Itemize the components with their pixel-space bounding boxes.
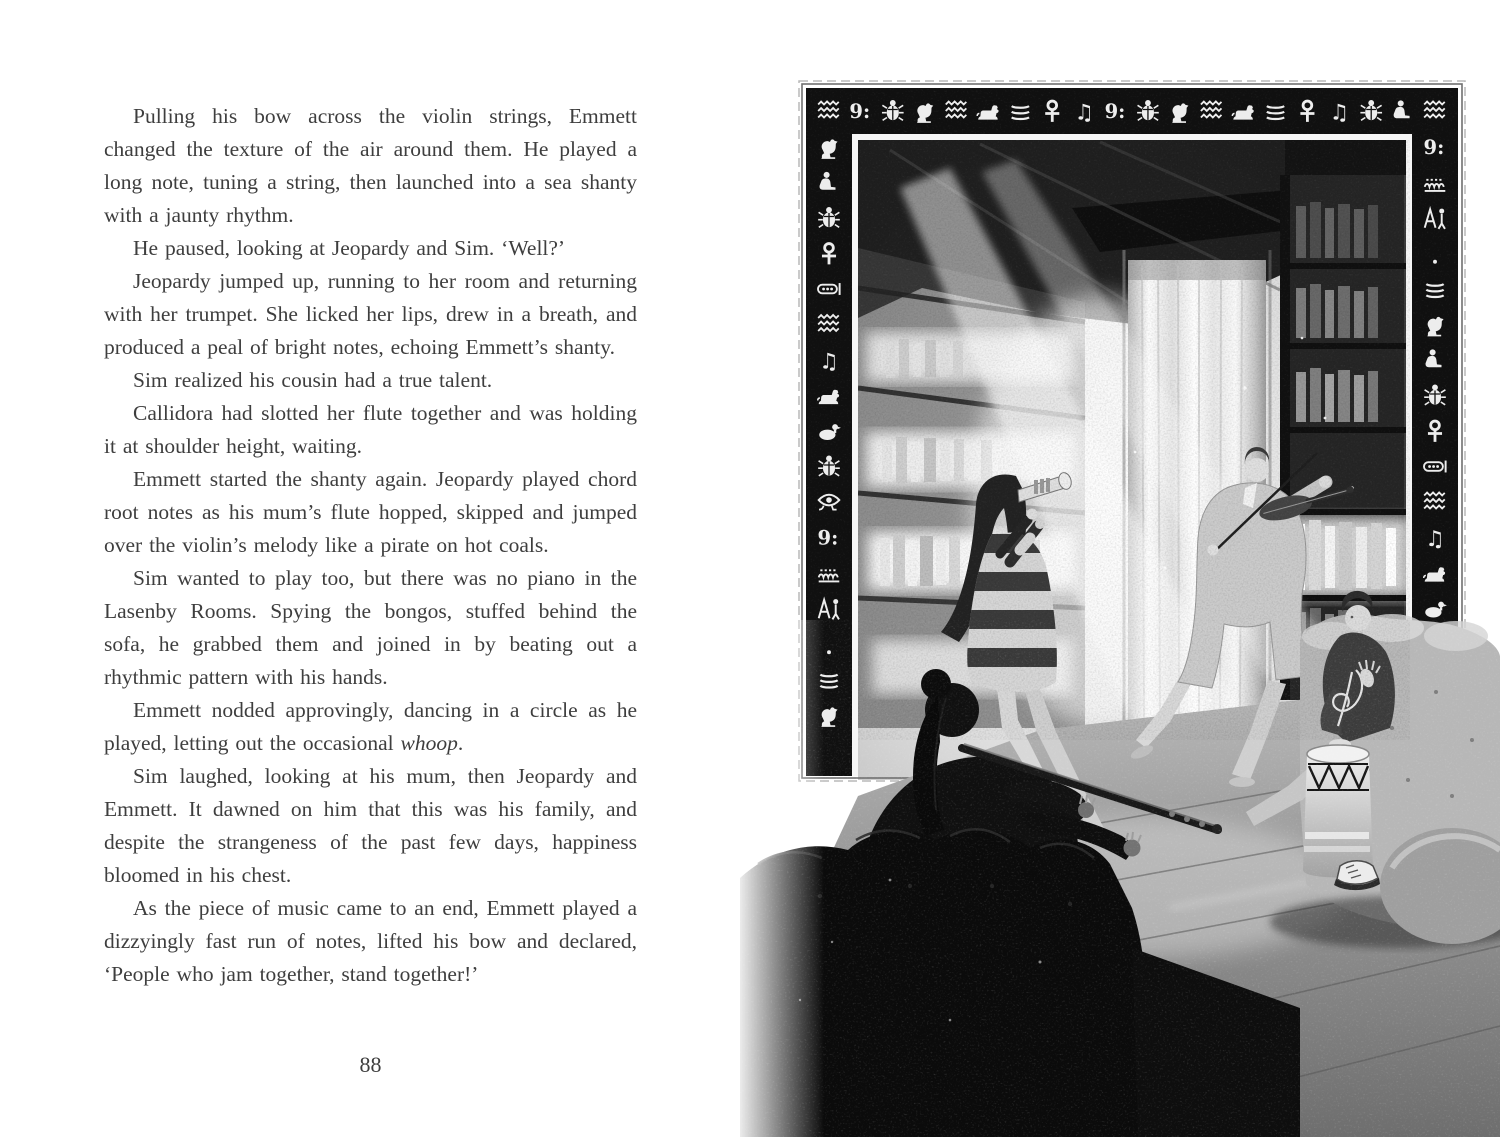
paragraph: As the piece of music came to an end, Emmett played a dizzyingly fast run of notes, lifted his bow and declared, ‘People who jam together, stand together!’: [104, 896, 637, 986]
page-number: 88: [359, 1052, 382, 1077]
story-text: [104, 100, 637, 991]
paragraph: Jeopardy jumped up, running to her room and returning with her trumpet. She licked her lips, drew in a breath, and produced a peal of bright notes, echoing Emmett’s shanty.: [104, 269, 637, 359]
paragraph: Sim realized his cousin had a true talent.: [133, 368, 493, 392]
paragraph: Emmett nodded approvingly, dancing in a circle as he played, letting out the occasional whoop.: [104, 698, 637, 755]
paragraph: Sim wanted to play too, but there was no piano in the Lasenby Rooms. Spying the bongos, stuffed behind the sofa, he grabbed them and joined in by beating out a rhythmic pattern with his hands.: [104, 566, 637, 689]
illustration-plate: [740, 80, 1500, 1137]
paragraph: Callidora had slotted her flute together and was holding it at shoulder height, waiting.: [104, 401, 637, 458]
paragraph: Emmett started the shanty again. Jeopardy played chord root notes as his mum’s flute hopped, skipped and jumped over the violin’s melody like a pirate on hot coals.: [104, 467, 637, 557]
paragraph: Sim laughed, looking at his mum, then Jeopardy and Emmett. It dawned on him that this was his family, and despite the strangeness of the past few days, happiness bloomed in his chest.: [104, 764, 637, 887]
frame-distress: [802, 84, 1462, 778]
paragraph: He paused, looking at Jeopardy and Sim. ‘Well?’: [133, 236, 566, 260]
paragraph: Pulling his bow across the violin strings, Emmett changed the texture of the air around them. He played a long note, tuning a string, then launched into a sea shanty with a jaunty rhythm.: [104, 104, 637, 227]
